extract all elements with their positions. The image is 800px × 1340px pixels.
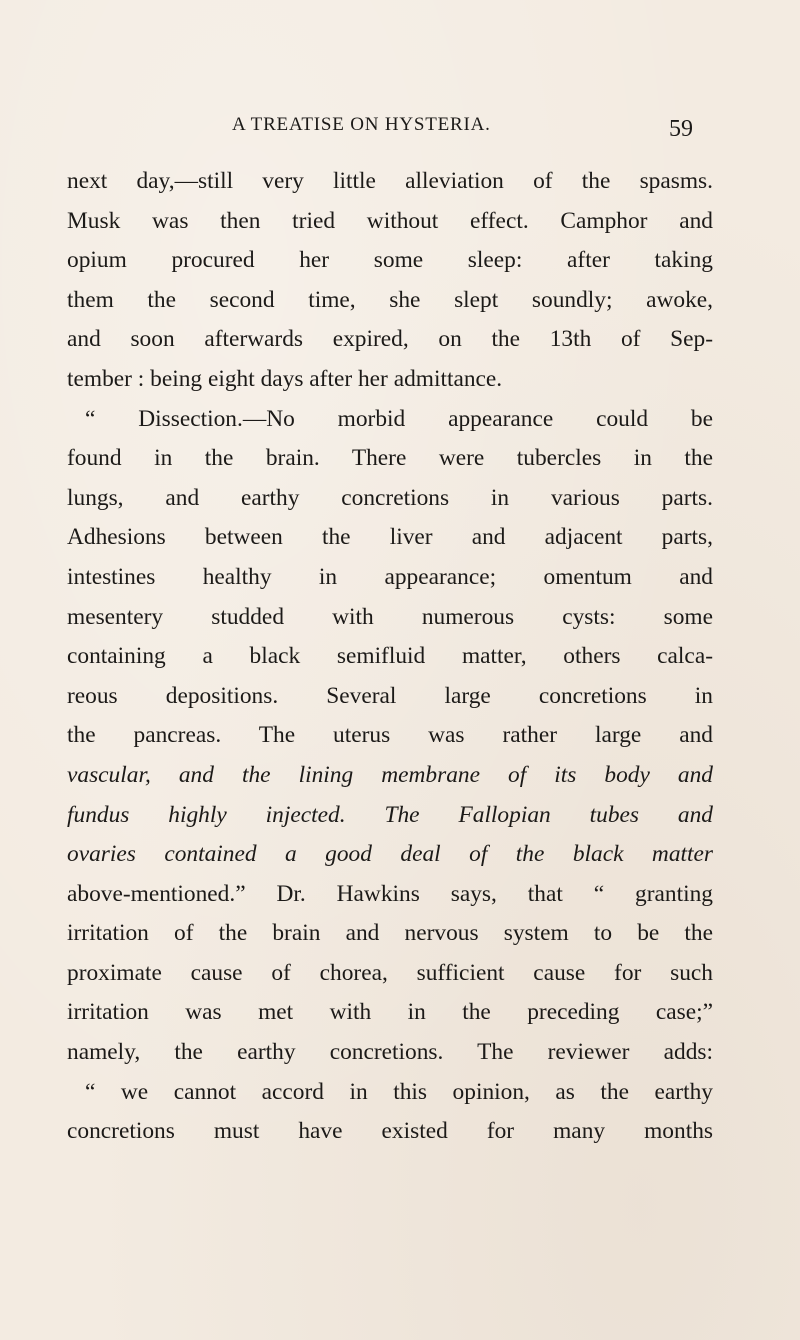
text-line: Musk was then tried without effect. Camphor and [67,207,713,234]
text-line: ovaries contained a good deal of the black matter [67,841,713,868]
text-line: found in the brain. There were tubercles in the [67,445,713,472]
text-line: tember : being eight days after her admittance. [67,365,503,392]
text-line: reous depositions. Several large concretions in [67,682,713,709]
text-line: and soon afterwards expired, on the 13th of Sep- [67,326,713,353]
text-line: “ Dissection.—No morbid appearance could be [85,405,713,432]
text-line: opium procured her some sleep: after taking [67,247,713,274]
text-line: proximate cause of chorea, sufficient cause for such [67,959,713,986]
text-line: the pancreas. The uterus was rather large and [67,722,713,749]
text-line: irritation was met with in the preceding case;” [67,999,713,1026]
text-line: next day,—still very little alleviation of the spasms. [67,168,713,194]
text-line: vascular, and the lining membrane of its body and [67,761,713,788]
text-line: lungs, and earthy concretions in various parts. [67,484,713,511]
running-title: A TREATISE ON HYSTERIA. [232,114,491,135]
running-head [0,114,800,150]
text-line: fundus highly injected. The Fallopian tubes and [67,801,713,828]
text-line: concretions must have existed for many months [67,1118,713,1145]
page-number: 59 [669,116,693,142]
body-text [67,162,713,1152]
text-line: intestines healthy in appearance; omentum and [67,563,713,590]
text-line: containing a black semifluid matter, others calca- [67,643,713,670]
text-line: above-mentioned.” Dr. Hawkins says, that “ granting [67,880,713,907]
text-line: mesentery studded with numerous cysts: some [67,603,713,630]
text-line: namely, the earthy concretions. The reviewer adds: [67,1039,713,1066]
text-line: Adhesions between the liver and adjacent parts, [67,524,713,551]
text-line: them the second time, she slept soundly; awoke, [67,286,713,313]
text-line: “ we cannot accord in this opinion, as the earthy [85,1078,713,1105]
text-line: irritation of the brain and nervous system to be the [67,920,713,947]
